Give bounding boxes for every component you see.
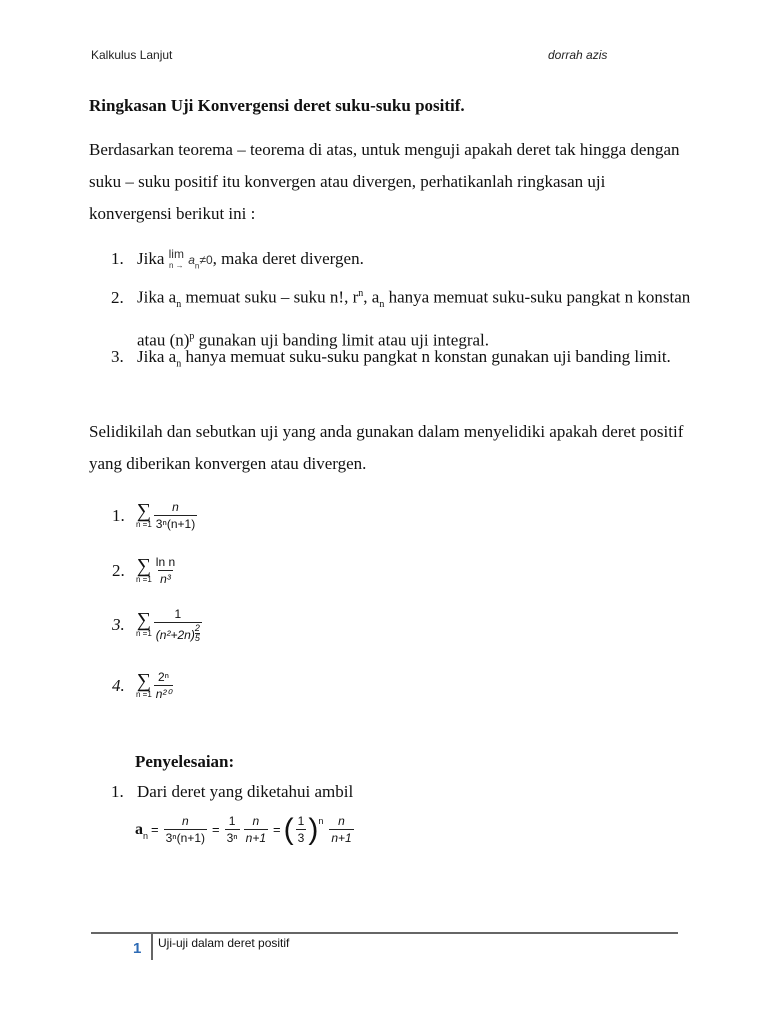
sigma-symbol: ∑ n =1 [136, 609, 152, 638]
problem-number: 1. [112, 505, 125, 525]
right-paren: ) [308, 812, 319, 846]
an-term: a [188, 253, 195, 267]
denominator-base: (n²+2n) [155, 628, 195, 642]
numerator: n [181, 814, 189, 828]
problem-number: 2. [112, 560, 125, 580]
equals-sign: = [151, 822, 159, 837]
fraction-5 [329, 814, 353, 845]
rule-text-end: hanya memuat suku-suku pangkat n konstan gunakan uji banding limit. [181, 347, 671, 366]
denominator: 3ⁿ(n+1) [165, 831, 206, 845]
numerator: ln n [155, 555, 176, 569]
lim-text: lim [168, 247, 184, 262]
sub-n: n [176, 299, 182, 311]
rule-text-mid: memuat suku – suku n!, r [181, 287, 359, 307]
denominator: 3ⁿ(n+1) [155, 517, 196, 531]
numerator: 1 [174, 607, 182, 621]
an-label: a [135, 820, 143, 838]
step-number: 1. [111, 782, 124, 801]
rule-text: Jika [137, 249, 165, 268]
rule-1 [111, 243, 671, 282]
solution-equation [135, 814, 356, 845]
exponent-denominator: 5 [194, 633, 200, 643]
rule-text: Jika a [137, 347, 177, 366]
problem-4 [112, 670, 175, 701]
limit-expression [169, 248, 184, 272]
denominator: n+1 [331, 831, 352, 845]
footer-rule [91, 932, 678, 934]
numerator: n [172, 500, 179, 514]
sum-index: n =1 [136, 519, 152, 529]
denominator: 3ⁿ [226, 831, 238, 845]
rule-text-post: hanya memuat suku-suku pangkat n konstan atau (n) [137, 287, 691, 350]
sum-index: n =1 [136, 574, 152, 584]
denominator: n³ [160, 572, 171, 586]
an-sub: n [194, 261, 200, 271]
problem-fraction [154, 500, 197, 531]
sigma-symbol: ∑ n =1 [136, 499, 152, 529]
step-text: Dari deret yang diketahui ambil [137, 782, 354, 801]
lim-sub: n → [168, 261, 184, 271]
neq-zero: ≠0 [199, 253, 213, 267]
rule-text-end: gunakan uji banding limit atau uji integral. [194, 330, 489, 350]
fraction-3 [244, 814, 268, 845]
problem-3 [112, 607, 204, 643]
rule-3 [111, 341, 697, 380]
equals-sign: = [212, 822, 220, 837]
problem-fraction [154, 670, 173, 701]
numerator: 1 [228, 814, 236, 828]
fraction-2 [225, 814, 240, 845]
page-title: Ringkasan Uji Konvergensi deret suku-suku positif. [89, 96, 465, 115]
problem-fraction [154, 555, 177, 586]
an-sub: n [143, 831, 149, 841]
denominator [154, 622, 202, 643]
numerator: 1 [297, 814, 305, 828]
header-right: dorrah azis [548, 48, 608, 62]
problem-number: 3. [112, 615, 125, 634]
page-number: 1 [133, 940, 142, 957]
denominator: n²⁰ [155, 687, 172, 701]
denominator: 3 [297, 831, 305, 845]
numerator: n [252, 814, 260, 828]
problem-number: 4. [112, 675, 125, 695]
rule-text-mid2: , a [363, 287, 380, 307]
rule-number: 2. [111, 287, 124, 307]
intro-paragraph: Berdasarkan teorema – teorema di atas, untuk menguji apakah deret tak hingga dengan suku – suku positif itu konvergen atau divergen, perhatikanlah ringkasan uji konvergensi berikut ini : [89, 140, 680, 223]
rule-text-end: , maka deret divergen. [212, 249, 364, 268]
sup-p: p [189, 331, 195, 343]
numerator: n [338, 814, 345, 828]
instruction-paragraph: Selidikilah dan sebutkan uji yang anda gunakan dalam menyelidiki apakah deret positif yang diberikan konvergen atau divergen. [89, 422, 684, 473]
exponent-n: n [318, 816, 324, 826]
problem-fraction [154, 607, 202, 643]
solution-heading: Penyelesaian: [135, 752, 235, 771]
problem-1 [112, 500, 199, 531]
sigma-symbol: ∑ n =1 [136, 554, 152, 584]
rule-number: 1. [111, 249, 124, 268]
sum-index: n =1 [136, 629, 152, 638]
header-left: Kalkulus Lanjut [91, 48, 173, 62]
sigma-symbol: ∑ n =1 [136, 669, 152, 699]
fraction-4 [296, 814, 307, 845]
problem-2 [112, 555, 179, 586]
footer-divider [151, 934, 153, 960]
denominator: n+1 [245, 831, 267, 845]
rule-number: 3. [111, 347, 124, 366]
rule-text: Jika a [137, 287, 177, 307]
fraction-exponent [195, 624, 200, 643]
numerator: 2ⁿ [158, 670, 170, 684]
equals-sign: = [273, 822, 281, 837]
solution-step-1 [111, 782, 353, 802]
exponent-numerator: 2 [194, 623, 200, 633]
left-paren: ( [283, 812, 294, 846]
sub-n: n [176, 358, 182, 370]
fraction-1 [164, 814, 207, 845]
sub-n: n [379, 299, 385, 311]
sup-n: n [358, 288, 364, 299]
sum-index: n =1 [136, 689, 152, 699]
footer-text: Uji-uji dalam deret positif [158, 936, 290, 950]
